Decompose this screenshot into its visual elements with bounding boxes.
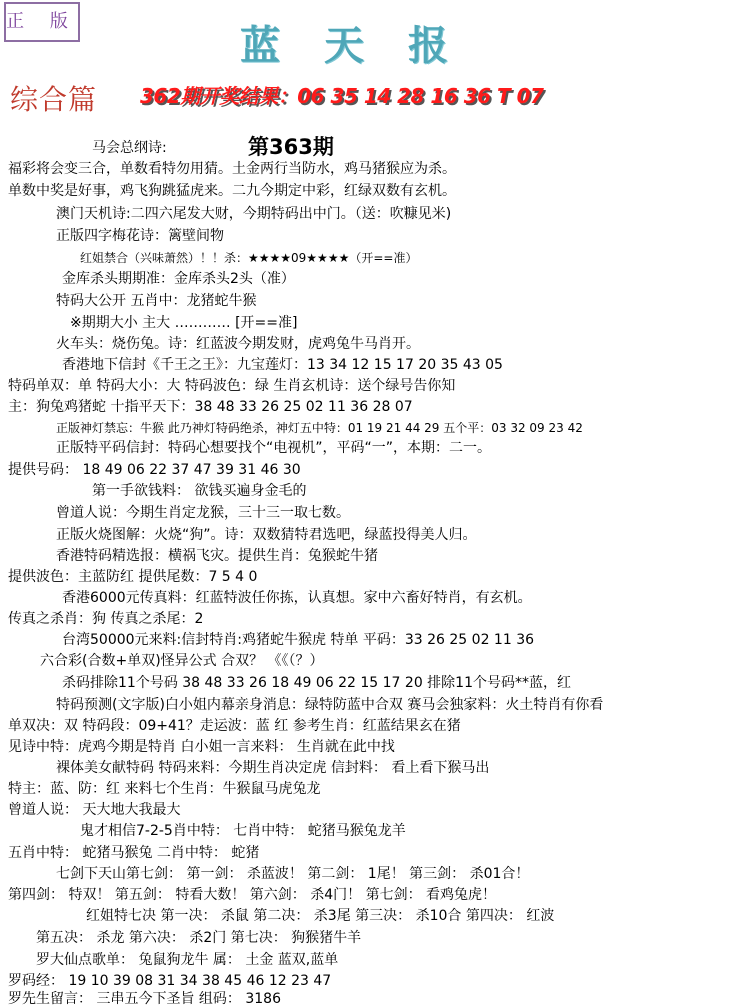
text-line: 曾道人说： 天大地大我最大 <box>8 802 181 818</box>
genuine-edition-badge: 正 版 <box>4 2 80 42</box>
text-line: 香港特码精选报：横祸飞灾。提供生肖：兔猴蛇牛猪 <box>56 548 378 564</box>
text-line: 单双决：双 特码段：09+41？走运波：蓝 红 参考生肖：红蓝结果玄在猪 <box>8 718 461 734</box>
text-line: 正版神灯禁忘：牛猴 此乃神灯特码绝杀，神灯五中特：01 19 21 44 29 五个平：03 32 09 23 42 <box>56 421 583 435</box>
text-line: 罗码经： 19 10 39 08 31 34 38 45 46 12 23 47 <box>8 973 332 989</box>
newspaper-title: 蓝天报 <box>240 22 492 69</box>
text-line: 五肖中特： 蛇猪马猴兔 二肖中特： 蛇猪 <box>8 845 260 861</box>
text-line: 见诗中特：虎鸡今期是特肖 白小姐一言来料： 生肖就在此中找 <box>8 739 395 755</box>
section-heading: 综合篇 <box>10 83 98 116</box>
text-line: 正版火烧图解：火烧“狗”。诗：双数猜特君选吧，绿蓝投得美人归。 <box>56 527 477 543</box>
text-line: 特码预测(文字版)白小姐内幕亲身消息：绿特防蓝中合双 赛马会独家料：火土特肖有你看 <box>56 697 604 713</box>
text-line: 罗大仙点歌单： 兔鼠狗龙牛 属： 土金 蓝双,蓝单 <box>36 952 339 968</box>
text-line: 红姐禁合（兴味萧然）！！杀：★★★★09★★★★（开==准） <box>80 251 418 265</box>
text-line: 杀码排除11个号码 38 48 33 26 18 49 06 22 15 17 20 排除11个号码**蓝，红 <box>62 675 571 691</box>
text-line: 特主：蓝、防：红 来料七个生肖：牛猴鼠马虎兔龙 <box>8 781 321 797</box>
text-line: 单数中奖是好事，鸡飞狗跳猛虎来。二九今期定中彩，红绿双数有玄机。 <box>8 183 456 199</box>
text-line: 曾道人说：今期生肖定龙猴，三十三一取七数。 <box>56 505 350 521</box>
text-line: 七剑下天山第七剑： 第一剑： 杀蓝波！ 第二剑： 1尾！ 第三剑： 杀01合！ <box>56 866 530 882</box>
text-line: 提供波色：主蓝防红 提供尾数：7 5 4 0 <box>8 569 258 585</box>
text-line: 第一手欲钱料： 欲钱买遍身金毛的 <box>92 483 307 499</box>
text-line: 特码大公开 五肖中：龙猪蛇牛猴 <box>56 293 257 309</box>
text-line: 台湾50000元来料:信封特肖:鸡猪蛇牛猴虎 特单 平码：33 26 25 02 11 36 <box>62 632 535 648</box>
text-line: 马会总纲诗: <box>92 140 167 156</box>
text-line: 正版四字梅花诗：篱壁间物 <box>56 228 224 244</box>
text-line: 提供号码： 18 49 06 22 37 47 39 31 46 30 <box>8 462 301 478</box>
text-line: 第四剑： 特双！ 第五剑： 特看大数！ 第六剑： 杀4门！ 第七剑： 看鸡兔虎！ <box>8 887 497 903</box>
text-line: ※期期大小 主大 ………… [开==准] <box>70 315 298 331</box>
text-line: 鬼才相信7-2-5肖中特： 七肖中特： 蛇猪马猴兔龙羊 <box>80 823 406 839</box>
text-line: 金库杀头期期准：金库杀头2头（准） <box>62 271 295 287</box>
text-line: 福彩将会变三合，单数看特勿用猜。土金两行当防水，鸡马猪猴应为杀。 <box>8 161 456 177</box>
text-line: 罗先生留言： 三串五今下圣旨 组码： 3186 <box>8 991 281 1007</box>
text-line: 特码单双：单 特码大小：大 特码波色：绿 生肖玄机诗：送个绿号告你知 <box>8 378 456 394</box>
draw-result-banner: 362期开奖结果：06 35 14 28 16 36 T 07 <box>140 84 544 108</box>
text-line: 主：狗兔鸡猪蛇 十指平天下：38 48 33 26 25 02 11 36 28 07 <box>8 399 413 415</box>
text-line: 传真之杀肖：狗 传真之杀尾：2 <box>8 611 204 627</box>
text-line: 香港6000元传真料：红蓝特波任你拣，认真想。家中六畜好特肖，有玄机。 <box>62 590 532 606</box>
text-line: 火车头：烧伤兔。诗：红蓝波今期发财，虎鸡兔牛马肖开。 <box>56 336 420 352</box>
text-line: 六合彩(合数+单双)怪异公式 合双？ 《《（？） <box>40 653 324 669</box>
text-line: 香港地下信封《千王之王》：九宝莲灯：13 34 12 15 17 20 35 43 05 <box>62 357 503 373</box>
text-line: 第五决： 杀龙 第六决： 杀2门 第七决： 狗猴猪牛羊 <box>36 930 362 946</box>
issue-number: 第363期 <box>248 135 334 159</box>
text-line: 裸体美女献特码 特码来料：今期生肖决定虎 信封料： 看上看下猴马出 <box>56 760 490 776</box>
text-line: 澳门天机诗:二四六尾发大财，今期特码出中门。（送：吹糠见米) <box>56 206 452 222</box>
text-line: 正版特平码信封：特码心想要找个“电视机”，平码“一”，本期：二一。 <box>56 440 492 456</box>
text-line: 红姐特七决 第一决： 杀鼠 第二决： 杀3尾 第三决： 杀10合 第四决： 红波 <box>86 908 555 924</box>
